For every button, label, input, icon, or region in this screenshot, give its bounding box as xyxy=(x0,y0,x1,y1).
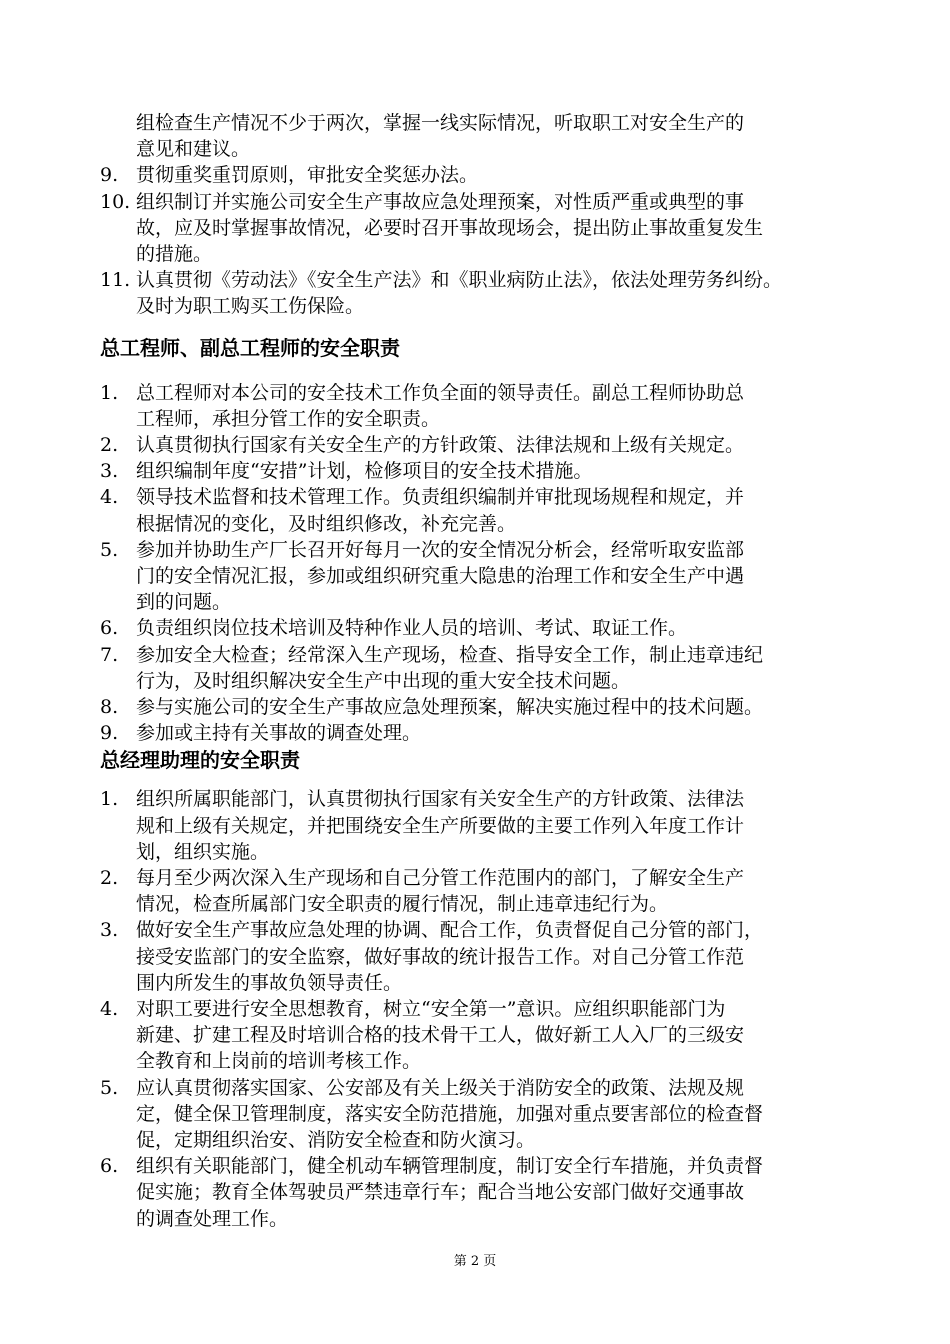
list-item-line xyxy=(100,110,860,136)
list-item-line xyxy=(100,786,860,812)
list-item-line xyxy=(100,917,860,943)
list-item-text: 定，健全保卫管理制度，落实安全防范措施，加强对重点要害部位的检查督 xyxy=(136,1102,764,1125)
list-item-line xyxy=(100,267,860,293)
list-item-text: 组织所属职能部门，认真贯彻执行国家有关安全生产的方针政策、法律法 xyxy=(136,788,745,811)
list-item-line xyxy=(100,891,860,917)
list-item-text: 及时为职工购买工伤保险。 xyxy=(136,295,365,318)
list-item-line xyxy=(100,162,860,188)
list-item-line xyxy=(100,813,860,839)
list-item-text: 对职工要进行安全思想教育，树立“安全第一”意识。应组织职能部门为 xyxy=(136,998,726,1020)
list-item-number: 5. xyxy=(100,1076,119,1099)
list-item-line xyxy=(100,1206,860,1232)
list-item-number: 6. xyxy=(100,617,119,640)
list-item-line xyxy=(100,241,860,267)
list-item-text: 组织有关职能部门，健全机动车辆管理制度，制订安全行车措施，并负责督 xyxy=(136,1155,764,1178)
list-item-text: 行为，及时组织解决安全生产中出现的重大安全技术问题。 xyxy=(136,669,631,692)
list-item-number: 3. xyxy=(100,919,119,942)
list-item-text: 工程师，承担分管工作的安全职责。 xyxy=(136,407,441,430)
list-item-text: 组织制订并实施公司安全生产事故应急处理预案，对性质严重或典型的事 xyxy=(136,190,745,213)
list-item-line xyxy=(100,970,860,996)
list-item-number: 10. xyxy=(100,190,131,213)
list-item-line xyxy=(100,1101,860,1127)
list-item-text: 参与实施公司的安全生产事故应急处理预案，解决实施过程中的技术问题。 xyxy=(136,696,764,718)
list-item-text: 贯彻重奖重罚原则，审批安全奖惩办法。 xyxy=(136,164,479,187)
list-item-text: 参加并协助生产厂长召开好每月一次的安全情况分析会，经常听取安监部 xyxy=(136,538,745,561)
list-item-text: 意见和建议。 xyxy=(136,138,251,161)
list-item-line xyxy=(100,1179,860,1205)
list-item-text: 门的安全情况汇报，参加或组织研究重大隐患的治理工作和安全生产中遇 xyxy=(136,565,745,587)
list-item-number: 1. xyxy=(100,381,119,404)
section-heading: 总经理助理的安全职责 xyxy=(100,748,300,773)
list-item-number: 1. xyxy=(100,788,119,811)
list-item-line xyxy=(100,1153,860,1179)
list-item-text: 认真贯彻《劳动法》《安全生产法》和《职业病防止法》，依法处理劳务纠纷。 xyxy=(136,269,783,292)
list-item-text: 促，定期组织治安、消防安全检查和防火演习。 xyxy=(136,1129,536,1151)
list-item-text: 围内所发生的事故负领导责任。 xyxy=(136,971,403,994)
list-item-text: 促实施；教育全体驾驶员严禁违章行车；配合当地公安部门做好交通事故 xyxy=(136,1181,745,1204)
list-item-text: 参加或主持有关事故的调查处理。 xyxy=(136,722,422,745)
list-item-text: 应认真贯彻落实国家、公安部及有关上级关于消防安全的政策、法规及规 xyxy=(136,1076,745,1099)
list-item-line xyxy=(100,1075,860,1101)
list-item-text: 的调查处理工作。 xyxy=(136,1207,289,1230)
list-item-text: 全教育和上岗前的培训考核工作。 xyxy=(136,1050,422,1073)
list-item-number: 7. xyxy=(100,643,119,666)
list-item-text: 组织编制年度“安措”计划，检修项目的安全技术措施。 xyxy=(136,460,593,483)
list-item-line xyxy=(100,642,860,668)
list-item-line xyxy=(100,668,860,694)
list-item-line xyxy=(100,563,860,589)
list-item-text: 新建、扩建工程及时培训合格的技术骨干工人，做好新工人入厂的三级安 xyxy=(136,1024,745,1047)
list-item-line xyxy=(100,380,860,406)
list-item-text: 认真贯彻执行国家有关安全生产的方针政策、法律法规和上级有关规定。 xyxy=(136,434,745,456)
list-item-line xyxy=(100,406,860,432)
list-item-number: 3. xyxy=(100,460,119,483)
list-item-number: 2. xyxy=(100,434,119,456)
list-item-number: 8. xyxy=(100,696,119,718)
list-item-number: 5. xyxy=(100,538,119,561)
list-item-line xyxy=(100,720,860,746)
section-heading: 总工程师、副总工程师的安全职责 xyxy=(100,335,400,360)
list-item-line xyxy=(100,484,860,510)
list-item-line xyxy=(100,996,860,1022)
list-item-text: 故，应及时掌握事故情况，必要时召开事故现场会，提出防止事故重复发生 xyxy=(136,216,764,239)
list-item-line xyxy=(100,1127,860,1153)
list-item-text: 负责组织岗位技术培训及特种作业人员的培训、考试、取证工作。 xyxy=(136,617,688,640)
list-item-number: 9. xyxy=(100,722,119,745)
list-item-line xyxy=(100,432,860,458)
list-item-text: 每月至少两次深入生产现场和自己分管工作范围内的部门，了解安全生产 xyxy=(136,867,745,889)
list-item-number: 2. xyxy=(100,867,119,889)
list-item-text: 做好安全生产事故应急处理的协调、配合工作，负责督促自己分管的部门， xyxy=(136,919,764,942)
list-item-line xyxy=(100,694,860,720)
list-item-line xyxy=(100,589,860,615)
list-item-text: 参加安全大检查；经常深入生产现场，检查、指导安全工作，制止违章违纪 xyxy=(136,643,764,666)
list-item-line xyxy=(100,865,860,891)
list-item-line xyxy=(100,293,860,319)
list-item-line xyxy=(100,944,860,970)
list-item-number: 11. xyxy=(100,269,131,292)
list-item-text: 组检查生产情况不少于两次，掌握一线实际情况，听取职工对安全生产的 xyxy=(136,112,745,134)
list-item-text: 规和上级有关规定，并把围绕安全生产所要做的主要工作列入年度工作计 xyxy=(136,814,745,837)
list-item-line xyxy=(100,511,860,537)
list-item-text: 情况，检查所属部门安全职责的履行情况，制止违章违纪行为。 xyxy=(136,893,669,916)
list-item-text: 的措施。 xyxy=(136,243,213,265)
list-item-number: 9. xyxy=(100,164,119,187)
list-item-line xyxy=(100,215,860,241)
page-footer: 第 2 页 xyxy=(453,1254,497,1269)
list-item-text: 到的问题。 xyxy=(136,591,232,614)
list-item-line xyxy=(100,136,860,162)
list-item-number: 4. xyxy=(100,998,119,1020)
list-item-number: 6. xyxy=(100,1155,119,1178)
list-item-line xyxy=(100,1022,860,1048)
list-item-text: 划，组织实施。 xyxy=(136,840,270,863)
list-item-text: 总工程师对本公司的安全技术工作负全面的领导责任。副总工程师协助总 xyxy=(136,381,745,404)
list-item-line xyxy=(100,189,860,215)
list-item-line xyxy=(100,537,860,563)
list-item-line xyxy=(100,1048,860,1074)
list-item-line xyxy=(100,458,860,484)
list-item-text: 接受安监部门的安全监察，做好事故的统计报告工作。对自己分管工作范 xyxy=(136,945,745,968)
list-item-line xyxy=(100,615,860,641)
list-item-number: 4. xyxy=(100,486,119,509)
list-item-text: 领导技术监督和技术管理工作。负责组织编制并审批现场规程和规定，并 xyxy=(136,486,745,509)
list-item-text: 根据情况的变化，及时组织修改，补充完善。 xyxy=(136,512,517,535)
list-item-line xyxy=(100,839,860,865)
